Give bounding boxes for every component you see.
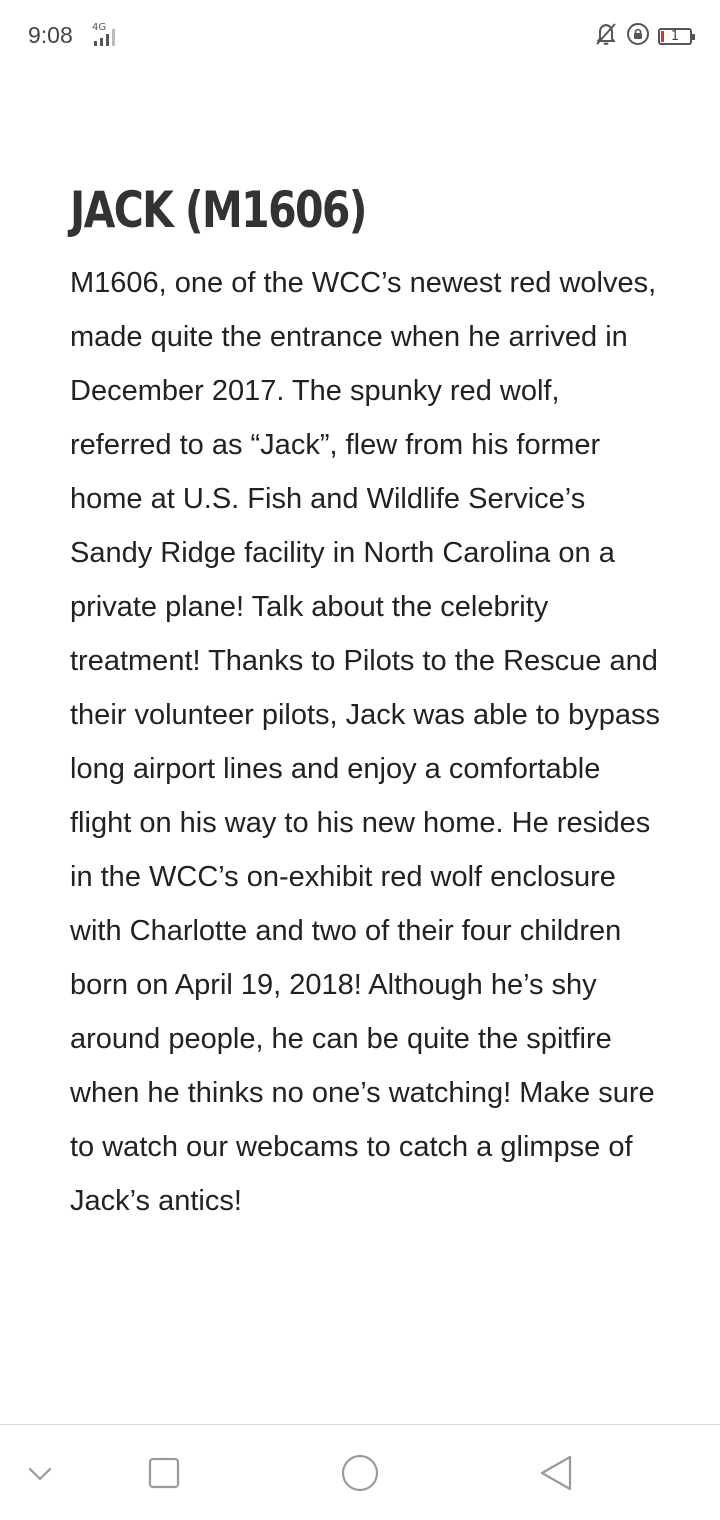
home-icon[interactable] xyxy=(336,1449,384,1497)
article-body: M1606, one of the WCC’s newest red wolves, made quite the entrance when he arrived in December 2017. The spunky red wolf, referred to as “Jack”, flew from his former home at U.S. Fish and Wildlife Service’s Sandy Ridge facility in North Carolina on a private plane! Talk about the celebrity treatment! Thanks to Pilots to the Rescue and their volunteer pilots, Jack was able to bypass long airport lines and enjoy a comfortable flight on his way to his new home. He resides in the WCC’s on-exhibit red wolf enclosure with Charlotte and two of their four children born on April 19, 2018! Although he’s shy around people, he can be quite the spitfire when he thinks no one’s watching! Make sure to watch our webcams to catch a glimpse of Jack’s antics! xyxy=(70,267,660,1217)
chevron-down-icon[interactable] xyxy=(16,1449,64,1497)
back-icon[interactable] xyxy=(532,1449,580,1497)
status-time: 9:08 xyxy=(28,22,73,48)
recents-icon[interactable] xyxy=(140,1449,188,1497)
rotation-lock-icon xyxy=(626,22,650,51)
article xyxy=(70,172,660,1228)
status-bar xyxy=(0,0,720,72)
signal-icon xyxy=(90,24,120,48)
navigation-bar xyxy=(0,1424,720,1520)
status-icons xyxy=(594,22,692,50)
network-type: 4G xyxy=(92,22,107,33)
mute-icon xyxy=(594,21,618,52)
page-title: JACK (M1606) xyxy=(70,181,366,239)
battery-icon: 1 xyxy=(658,28,692,45)
